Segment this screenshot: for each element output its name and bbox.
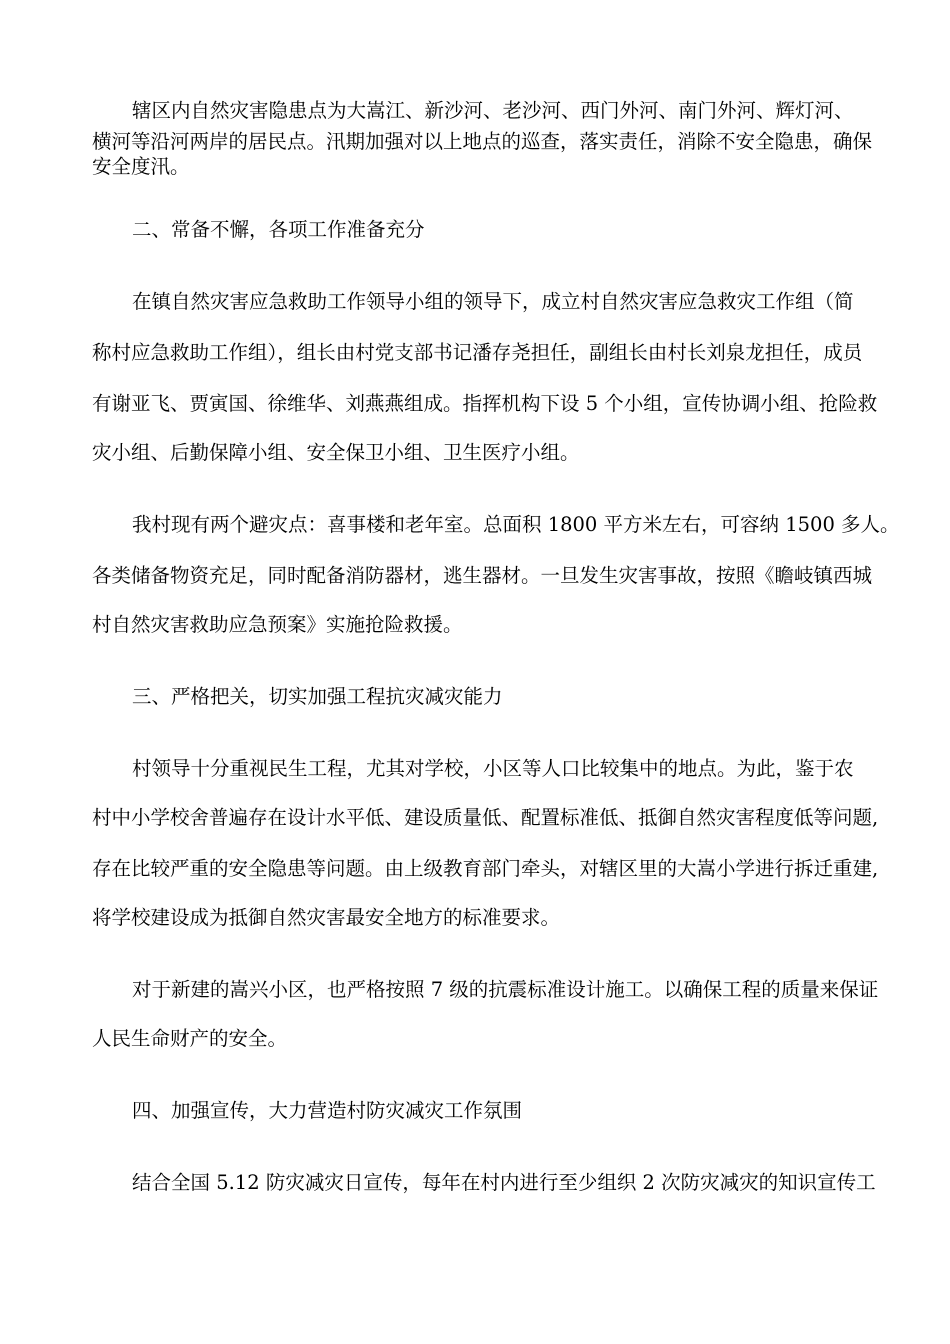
paragraph-4-line-1: 村领导十分重视民生工程，尤其对学校，小区等人口比较集中的地点。为此，鉴于农 <box>132 757 854 780</box>
paragraph-2-line-1: 在镇自然灾害应急救助工作领导小组的领导下，成立村自然灾害应急救灾工作组（简 <box>132 290 854 313</box>
paragraph-3-line-1: 我村现有两个避灾点：喜事楼和老年室。总面积 1800 平方米左右，可容纳 1500 多人。 <box>132 513 900 536</box>
paragraph-2-line-2: 称村应急救助工作组），组长由村党支部书记潘存尧担任，副组长由村长刘泉龙担任，成员 <box>92 341 863 364</box>
paragraph-3-line-3: 村自然灾害救助应急预案》实施抢险救援。 <box>92 613 463 636</box>
paragraph-1-line-2: 横河等沿河两岸的居民点。汛期加强对以上地点的巡查，落实责任，消除不安全隐患，确保 <box>92 130 873 153</box>
section-heading-4: 四、加强宣传，大力营造村防灾减灾工作氛围 <box>132 1099 523 1122</box>
paragraph-2-line-4: 灾小组、后勤保障小组、安全保卫小组、卫生医疗小组。 <box>92 441 580 464</box>
paragraph-2-line-3: 有谢亚飞、贾寅国、徐维华、刘燕燕组成。指挥机构下设 5 个小组，宣传协调小组、抢险救 <box>92 392 878 415</box>
paragraph-3-line-2: 各类储备物资充足，同时配备消防器材，逃生器材。一旦发生灾害事故，按照《瞻岐镇西城 <box>92 564 873 587</box>
paragraph-4-line-3: 存在比较严重的安全隐患等问题。由上级教育部门牵头，对辖区里的大嵩小学进行拆迁重建, <box>92 857 879 880</box>
paragraph-5-line-2: 人民生命财产的安全。 <box>92 1027 288 1050</box>
paragraph-4-line-2: 村中小学校舍普遍存在设计水平低、建设质量低、配置标准低、抵御自然灾害程度低等问题, <box>92 806 879 829</box>
paragraph-6-line-1: 结合全国 5.12 防灾减灾日宣传，每年在村内进行至少组织 2 次防灾减灾的知识宣传工 <box>132 1171 876 1194</box>
paragraph-4-line-4: 将学校建设成为抵御自然灾害最安全地方的标准要求。 <box>92 906 561 929</box>
paragraph-1-line-1: 辖区内自然灾害隐患点为大嵩江、新沙河、老沙河、西门外河、南门外河、辉灯河、 <box>132 99 854 122</box>
paragraph-1-line-3: 安全度汛。 <box>92 155 190 178</box>
paragraph-5-line-1: 对于新建的嵩兴小区，也严格按照 7 级的抗震标准设计施工。以确保工程的质量来保证 <box>132 978 879 1001</box>
section-heading-2: 二、常备不懈，各项工作准备充分 <box>132 218 425 241</box>
section-heading-3: 三、严格把关，切实加强工程抗灾减灾能力 <box>132 685 503 708</box>
